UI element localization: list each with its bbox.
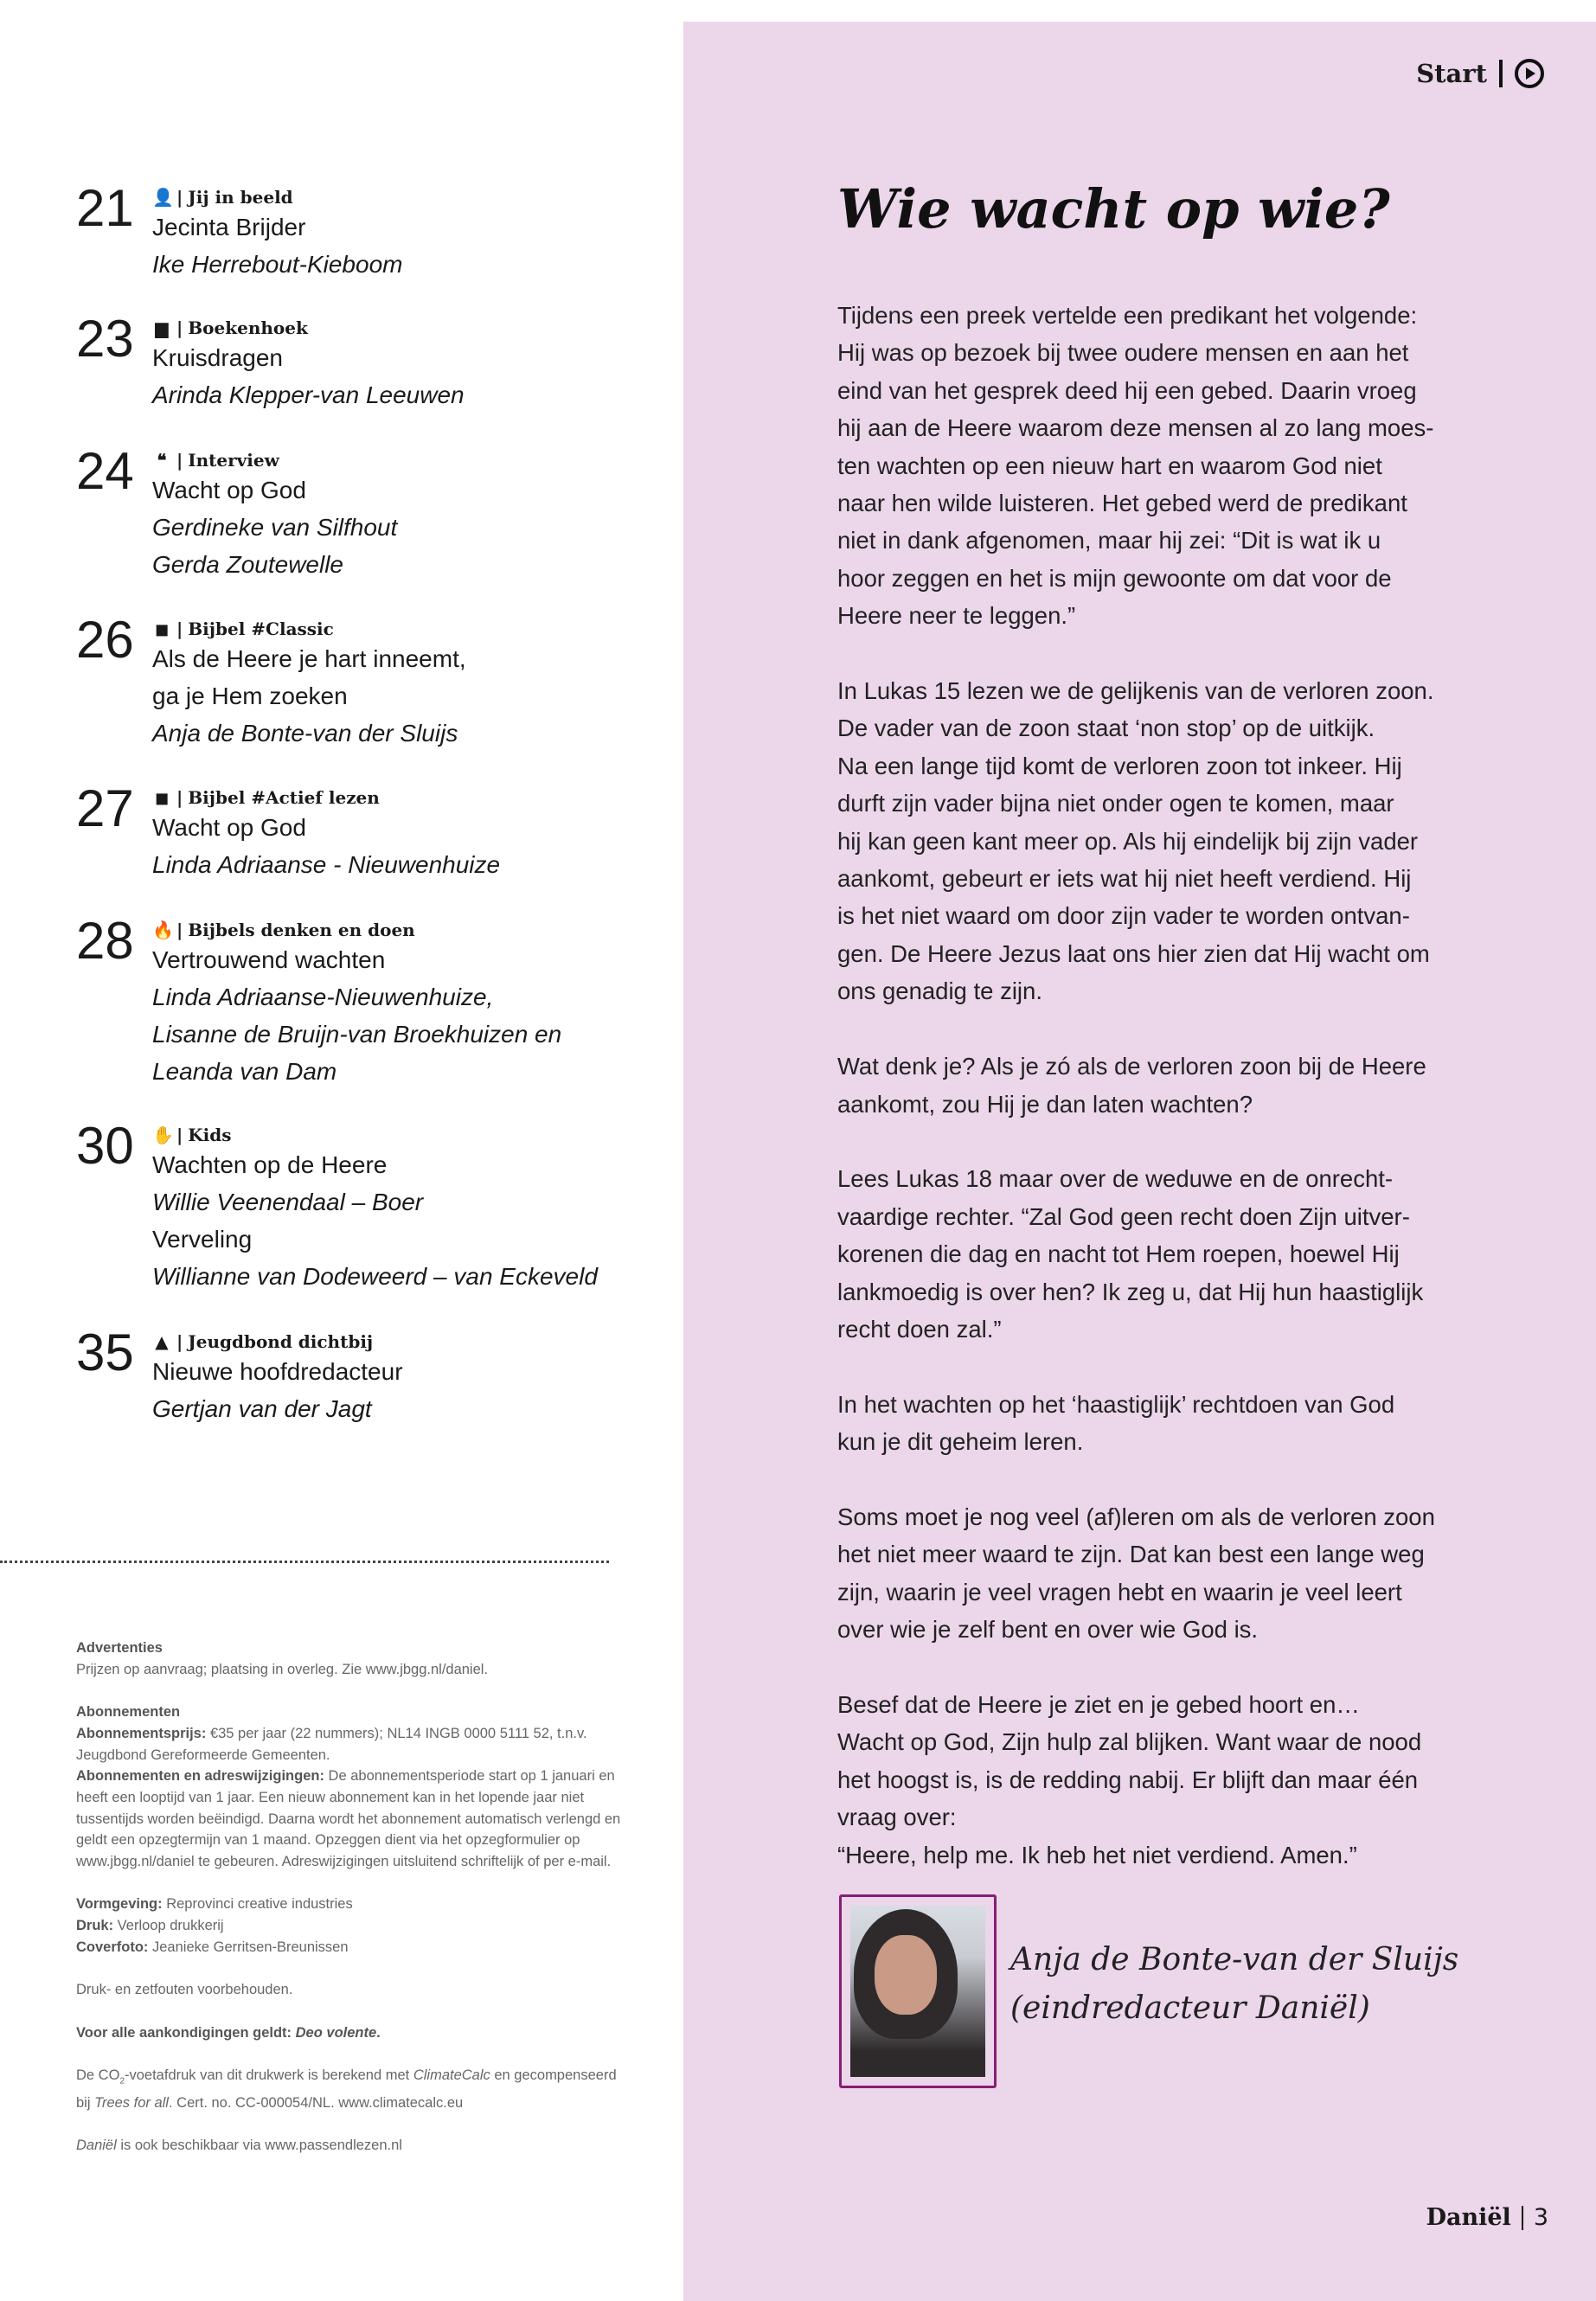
co2-text: -voetafdruk van dit drukwerk is berekend met [125, 2067, 413, 2083]
cover-label: Coverfoto: [76, 1939, 149, 1955]
paragraph [837, 1386, 1460, 1461]
signature [1010, 1936, 1458, 2033]
design-text: Reprovinci creative industries [162, 1896, 353, 1913]
text-line: ten wachten op een nieuw hart en waarom God niet [837, 452, 1382, 479]
separator: | [176, 187, 183, 208]
dotted-divider [0, 1561, 609, 1563]
text-line: Besef dat de Heere je ziet en je gebed hoort en… [837, 1690, 1360, 1718]
text-line: is het niet waard om door zijn vader te worden ontvan- [837, 902, 1410, 930]
author: Willie Veenendaal – Boer [152, 1189, 424, 1215]
author: Leanda van Dam [152, 1058, 337, 1085]
page-number: 28 [76, 912, 134, 970]
text-line: Hij was op bezoek bij twee oudere mensen en aan het [837, 339, 1409, 367]
page-number: 26 [76, 611, 134, 669]
ads-heading: Advertenties [76, 1640, 163, 1656]
text-line: naar hen wilde luisteren. Het gebed werd de predikant [837, 490, 1407, 517]
text-line: In Lukas 15 lezen we de gelijkenis van de verloren zoon. [837, 677, 1434, 705]
author: Gerda Zoutewelle [152, 551, 344, 578]
text-line: De vader van de zoon staat ‘non stop’ op de uitkijk. [837, 715, 1375, 742]
text-line: over wie je zelf bent en over wie God is. [837, 1616, 1259, 1644]
category-label: Bijbels denken en doen [188, 920, 415, 940]
article-title: Wacht op God [152, 477, 306, 503]
separator: | [176, 787, 183, 808]
quote-icon: ❝ [157, 450, 167, 471]
co2-text: . Cert. no. CC-000054/NL. www.climatecalc.eu [168, 2094, 464, 2111]
page-number: 3 [1533, 2204, 1548, 2231]
paragraph [837, 1498, 1460, 1649]
article-title: Verveling [152, 1226, 253, 1253]
article-title: Nieuwe hoofdredacteur [152, 1358, 403, 1385]
page-number: 27 [76, 779, 134, 837]
text-line: Soms moet je nog veel (af)leren om als de verloren zoon [837, 1503, 1435, 1530]
availability-text: is ook beschikbaar via www.passendlezen.nl [116, 2138, 402, 2154]
page-number: 30 [76, 1117, 134, 1175]
paragraph [837, 1160, 1460, 1348]
co2-text: De CO [76, 2067, 120, 2083]
text-line: Na een lange tijd komt de verloren zoon tot inkeer. Hij [837, 752, 1402, 779]
separator: | [176, 619, 183, 639]
signature-name: Anja de Bonte-van der Sluijs [1010, 1942, 1459, 1977]
text-line: lankmoedig is over hen? Ik zeg u, dat Hij hun haastiglijk [837, 1278, 1424, 1305]
author: Ike Herrebout-Kieboom [152, 251, 403, 278]
article-title: ga je Hem zoeken [152, 683, 348, 709]
article-body [837, 297, 1460, 1911]
paragraph [837, 672, 1460, 1010]
hand-icon: ✋ [152, 1125, 174, 1145]
text-line: recht doen zal.” [837, 1315, 1002, 1343]
text-line: eind van het gesprek deed hij een gebed. Daarin vroeg [837, 376, 1417, 404]
colophon: Advertenties Prijzen op aanvraag; plaatsing in overleg. Zie www.jbgg.nl/daniel. Abonnementen Abonnementsprijs: €35 per jaar (22 nummers); NL14 INGB 0000 5111 52, t.n.v. Jeugdbond Gereformeerde Gemeenten. Abonnementen en adreswijzigingen: De abonnementsperiode start op 1 januari en heeft een looptijd van 1 jaar. Een nieuw abonnement kan in het lopende jaar niet tussentijds worden beëindigd. Daarna wordt het abonnement automatisch verlengd en geldt een opzegtermijn van 1 maand. Opzeggen dient via het opzegformulier op www.jbgg.nl/daniel te gebeuren. Adreswijzigingen uitsluitend schriftelijk of per e-mail. Vormgeving: Reprovinci creative industries Druk: Verloop drukkerij Coverfoto: Jeanieke Gerritsen-Breunissen Druk- en zetfouten voorbehouden. Voor alle aankondigingen geldt: Deo volente. De $CO_2$-voetafdruk van dit drukwerk is berekend met ClimateCalc en gecompenseerd bij Trees for all. Cert. no. CC-000054/NL. www.climatecalc.eu Daniël is ook beschikbaar via www.passendlezen.nl [76, 1638, 630, 2178]
text-line: Heere neer te leggen.” [837, 602, 1076, 630]
flame-icon: 🔥 [152, 920, 174, 940]
changes-text: De abonnementsperiode start op 1 januari en heeft een looptijd van 1 jaar. Een nieuw abonnement kan in het lopende jaar niet tussentijds worden beëindigd. Daarna wordt het abonnement automatisch verlengd en geldt een opzegtermijn van 1 maand. Opzeggen dient via het opzegformulier op www.jbgg.nl/daniel te gebeuren. Adreswijzigingen uitsluitend schriftelijk of per e-mail. [76, 1768, 621, 1870]
errata: Druk- en zetfouten voorbehouden. [76, 1982, 293, 1998]
book-icon: ▆ [155, 317, 169, 338]
category-label: Jeugdbond dichtbij [188, 1331, 374, 1352]
price-label: Abonnementsprijs: [76, 1725, 207, 1741]
page-number: 24 [76, 442, 134, 500]
page-number: 21 [76, 179, 134, 237]
author: Lisanne de Bruijn-van Broekhuizen en [152, 1021, 562, 1048]
author: Gerdineke van Silfhout [152, 514, 398, 541]
text-line: hij aan de Heere waarom deze mensen al zo lang moes- [837, 414, 1434, 442]
play-icon [1515, 59, 1544, 88]
text-line: kun je dit geheim leren. [837, 1428, 1084, 1456]
author: Willianne van Dodeweerd – van Eckeveld [152, 1263, 598, 1290]
text-line: vraag over: [837, 1804, 957, 1831]
design-label: Vormgeving: [76, 1896, 163, 1913]
bible-icon: ◼ [154, 619, 170, 639]
page-footer [1426, 2204, 1548, 2231]
print-label: Druk: [76, 1918, 114, 1934]
text-line: niet in dank afgenomen, maar hij zei: “Dit is wat ik u [837, 527, 1381, 554]
author-photo [839, 1894, 997, 2088]
deo-text: Deo volente [295, 2024, 377, 2041]
divider [1499, 60, 1503, 87]
changes-label: Abonnementen en adreswijzigingen: [76, 1768, 324, 1785]
category-label: Kids [188, 1125, 232, 1145]
text-line: hoor zeggen en het is mijn gewoonte om dat voor de [837, 564, 1392, 592]
divider [1522, 2206, 1523, 2230]
text-line: Wat denk je? Als je zó als de verloren zoon bij de Heere [837, 1053, 1426, 1080]
text-line: gen. De Heere Jezus laat ons hier zien dat Hij wacht om [837, 939, 1430, 967]
text-line: In het wachten op het ‘haastiglijk’ rechtdoen van God [837, 1390, 1395, 1418]
cover-text: Jeanieke Gerritsen-Breunissen [148, 1939, 349, 1955]
arrow-up-icon: ▲ [155, 1331, 169, 1352]
text-line: korenen die dag en nacht tot Hem roepen, hoewel Hij [837, 1240, 1400, 1268]
text-line: ons genadig te zijn. [837, 977, 1042, 1005]
category-label: Bijbel #Actief lezen [188, 787, 380, 808]
signature-role: (eindredacteur Daniël) [1010, 1990, 1370, 2026]
separator: | [176, 317, 183, 338]
separator: | [176, 920, 183, 940]
text-line: “Heere, help me. Ik heb het niet verdiend. Amen.” [837, 1841, 1357, 1868]
author: Gertjan van der Jagt [152, 1395, 372, 1422]
text-line: het niet meer waard te zijn. Dat kan best een lange weg [837, 1541, 1425, 1568]
category-label: Bijbel #Classic [188, 619, 334, 639]
paragraph [837, 297, 1460, 635]
page-number: 23 [76, 310, 134, 368]
page-number: 35 [76, 1324, 134, 1381]
start-label: Start [1416, 59, 1487, 88]
trees-for-all: Trees for all [94, 2094, 169, 2111]
category-label: Jij in beeld [188, 187, 293, 208]
text-line: het hoogst is, is de redding nabij. Er blijft dan maar één [837, 1766, 1419, 1793]
paragraph [837, 1048, 1460, 1123]
category-label: Boekenhoek [188, 317, 308, 338]
author: Arinda Klepper-van Leeuwen [152, 381, 465, 408]
ads-text: Prijzen op aanvraag; plaatsing in overleg. Zie www.jbgg.nl/daniel. [76, 1661, 489, 1677]
article-title: Als de Heere je hart inneemt, [152, 645, 466, 672]
text-line: Tijdens een preek vertelde een predikant het volgende: [837, 302, 1418, 329]
paragraph [837, 1686, 1460, 1874]
author: Anja de Bonte-van der Sluijs [152, 720, 458, 747]
article-title: Wie wacht op wie? [837, 177, 1390, 240]
magazine-name: Daniël [1426, 2204, 1511, 2231]
author: Linda Adriaanse - Nieuwenhuize [152, 851, 501, 878]
article-title: Wachten op de Heere [152, 1151, 388, 1178]
text-line: durft zijn vader bijna niet onder ogen te komen, maar [837, 790, 1394, 817]
text-line: vaardige rechter. “Zal God geen recht doen Zijn uitver- [837, 1202, 1410, 1230]
co2-text: en gecompenseerd bij [76, 2067, 617, 2111]
person-icon: 👤 [152, 187, 174, 208]
price-text: €35 per jaar (22 nummers); NL14 INGB 0000 5111 52, t.n.v. Jeugdbond Gereformeerde Gemeenten. [76, 1725, 587, 1763]
article-title: Kruisdragen [152, 344, 283, 371]
text-line: zijn, waarin je veel vragen hebt en waarin je veel leert [837, 1578, 1402, 1606]
text-line: hij kan geen kant meer op. Als hij eindelijk bij zijn vader [837, 827, 1419, 855]
article-title: Jecinta Brijder [152, 214, 306, 240]
text-line: Wacht op God, Zijn hulp zal blijken. Want waar de nood [837, 1728, 1422, 1756]
text-line: aankomt, zou Hij je dan laten wachten? [837, 1090, 1253, 1118]
separator: | [176, 450, 183, 471]
bible-icon: ◼ [154, 787, 170, 808]
climatecalc: ClimateCalc [413, 2067, 490, 2083]
separator: | [176, 1331, 183, 1352]
category-label: Interview [188, 450, 279, 471]
print-text: Verloop drukkerij [113, 1918, 224, 1934]
article-title: Vertrouwend wachten [152, 946, 386, 973]
co2-sub: 2 [119, 2076, 125, 2086]
article-title: Wacht op God [152, 814, 306, 841]
text-line: Lees Lukas 18 maar over de weduwe en de onrecht- [837, 1165, 1394, 1193]
subs-heading: Abonnementen [76, 1704, 181, 1721]
start-link[interactable] [1416, 59, 1544, 88]
author: Linda Adriaanse-Nieuwenhuize, [152, 984, 494, 1010]
separator: | [176, 1125, 183, 1145]
magazine-name: Daniël [76, 2138, 117, 2154]
deo-label: Voor alle aankondigingen geldt: [76, 2024, 296, 2041]
text-line: aankomt, gebeurt er iets wat hij niet heeft verdiend. Hij [837, 865, 1412, 893]
